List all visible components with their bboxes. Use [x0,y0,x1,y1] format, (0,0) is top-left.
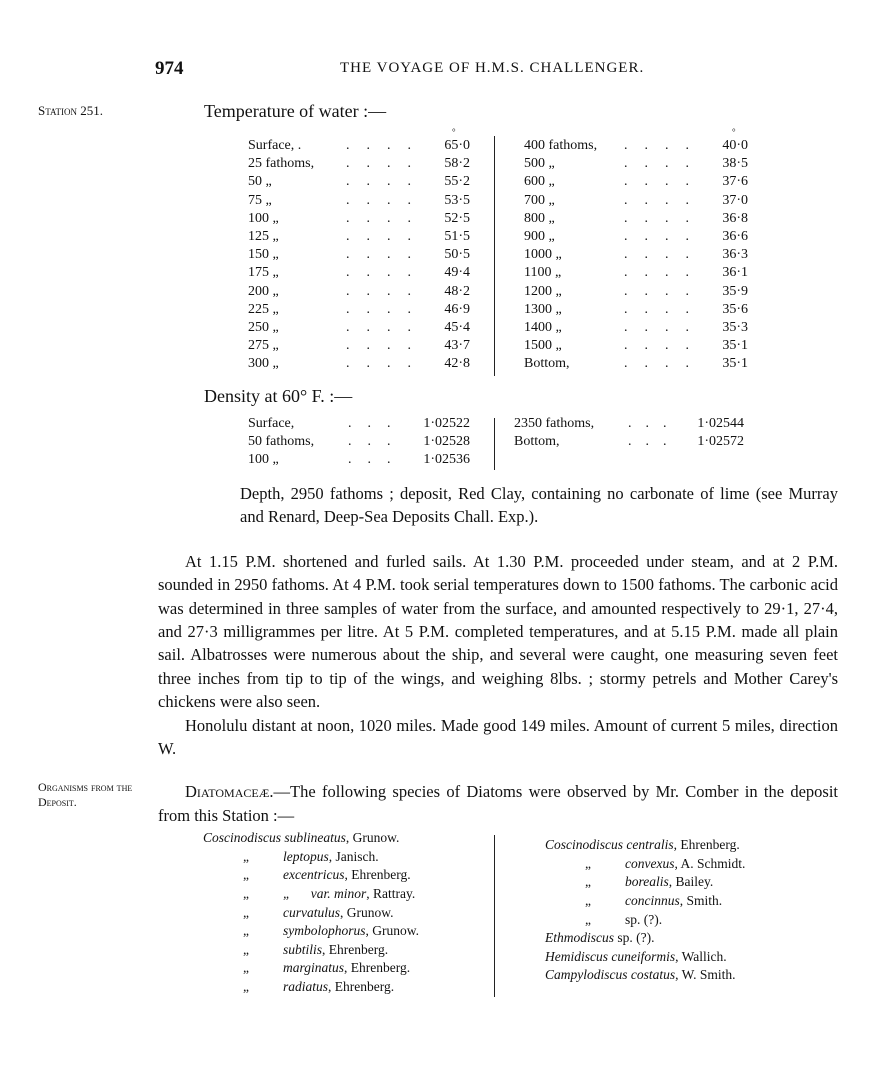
diatom-intro-text: —The following species of Diatoms were observed by Mr. Comber in the deposit from this Station :— [158,782,838,825]
species-entry [545,836,740,854]
column-divider [494,136,495,376]
row-value: 1·02522 [423,416,470,431]
ditto-mark: „ [243,923,249,939]
table-row [248,137,470,155]
row-value: 58·2 [444,156,470,172]
table-row [248,319,470,337]
ditto-mark: „ [243,886,249,902]
ditto-mark: „ [585,893,591,909]
table-row [248,264,470,282]
ditto-mark: „ [243,867,249,883]
species-authority: , Grunow. [345,830,400,846]
row-label: 300 „ [248,356,279,372]
species-text [283,959,410,977]
table-row [524,246,748,264]
temperature-heading: Temperature of water :— [204,101,387,121]
species-text [283,866,411,884]
row-value: 36·6 [722,229,748,244]
density-heading: Density at 60° F. :— [204,386,353,406]
species-entry [545,948,727,966]
ditto-mark: „ [585,911,591,927]
leader-dots: .... [624,283,706,299]
table-row [524,301,748,319]
table-row [248,228,470,246]
organisms-margin-label: Organisms from the Deposit. [38,780,133,810]
table-row [248,192,470,210]
leader-dots: .... [624,320,706,335]
row-label: 125 „ [248,229,279,244]
table-row [248,451,470,469]
diatom-lists [158,829,838,1001]
row-value: 53·5 [444,192,470,208]
species-authority: sp. (?). [614,930,655,946]
species-text [283,885,415,903]
row-value: 36·8 [722,210,748,226]
leader-dots: .... [624,192,706,208]
row-value: 36·1 [722,265,748,281]
species-authority: , Bailey. [668,874,714,890]
species-name: Coscinodiscus sublineatus [203,830,346,846]
row-value: 50·5 [444,247,470,263]
leader-dots: .... [624,356,706,372]
table-row [514,433,744,451]
row-value: 65·0 [444,138,470,153]
row-label: 1300 „ [524,301,562,317]
row-value: 37·0 [722,192,748,208]
species-name: Hemidiscus cuneiformis [545,948,676,964]
ditto-mark: „ [585,855,591,871]
running-title: THE VOYAGE OF H.M.S. CHALLENGER. [340,60,645,76]
row-value: 35·1 [722,338,748,354]
table-row [524,337,748,355]
row-value: 43·7 [444,338,470,354]
depth-note: Depth, 2950 fathoms ; deposit, Red Clay, containing no carbonate of lime (see Murray and Renard, Deep-Sea Deposits Chall. Exp.). [240,484,838,527]
row-label: 900 „ [524,229,555,244]
row-label: 1400 „ [524,320,562,335]
row-label: 100 „ [248,452,279,468]
table-row [514,415,744,433]
species-authority: , Janisch. [328,848,379,864]
table-row [524,319,748,337]
row-label: 1000 „ [524,247,562,263]
row-value: 42·8 [444,356,470,372]
page-number: 974 [155,58,184,79]
paragraph [158,550,838,714]
species-text [283,941,388,959]
species-authority: , Ehrenberg. [328,979,395,995]
leader-dots: ... [348,434,407,450]
table-row [524,137,748,155]
species-name: symbolophorus [283,923,366,939]
species-text [283,848,379,866]
species-name: radiatus [283,979,329,995]
species-name: subtilis [283,941,323,957]
station-label: Station 251. [38,103,104,118]
row-value: 49·4 [444,265,470,281]
species-name: Campylodiscus costatus [545,967,676,983]
species-name: Ethmodiscus [545,930,614,946]
row-value: 1·02536 [423,452,470,468]
leader-dots: .... [346,156,428,172]
row-label: 75 „ [248,192,272,208]
species-name: „ var. minor [283,886,367,902]
table-row [248,415,470,433]
species-authority: , Ehrenberg. [673,837,740,853]
ditto-mark: „ [585,874,591,890]
table-row [248,337,470,355]
species-name: excentricus [283,867,345,883]
table-row [524,192,748,210]
leader-dots: .... [624,265,706,281]
species-authority: , Wallich. [675,948,727,964]
species-authority: , Smith. [679,893,723,909]
leader-dots: .... [346,229,428,244]
species-text [625,911,662,929]
row-label: 150 „ [248,247,279,263]
row-value: 45·4 [444,320,470,335]
leader-dots: .... [346,210,428,226]
species-text [625,855,745,873]
leader-dots: ... [348,452,407,468]
row-label: 100 „ [248,210,279,226]
species-entry [203,829,399,847]
row-label: 175 „ [248,265,279,281]
species-authority: , Grunow. [365,923,420,939]
row-value: 35·9 [722,283,748,299]
row-label: Surface, [248,416,295,431]
row-label: 1200 „ [524,283,562,299]
row-label: 275 „ [248,338,279,354]
species-authority: , Ehrenberg. [344,960,411,976]
row-label: 50 fathoms, [248,434,315,450]
leader-dots: .... [624,338,706,354]
table-row [524,155,748,173]
row-value: 52·5 [444,210,470,226]
species-entry [545,966,736,984]
paragraph [158,714,838,761]
leader-dots: ... [628,416,681,431]
species-name: Coscinodiscus centralis [545,837,674,853]
row-label: Surface, . [248,138,302,153]
row-label: 700 „ [524,192,555,208]
species-authority: sp. (?). [625,911,663,927]
ditto-mark: „ [243,904,249,920]
ditto-mark: „ [243,941,249,957]
table-row [248,246,470,264]
row-value: 46·9 [444,301,470,317]
leader-dots: .... [346,265,428,281]
row-value: 1·02528 [423,434,470,450]
leader-dots: .... [346,320,428,335]
column-divider [494,418,495,470]
table-row [248,355,470,373]
row-label: 1500 „ [524,338,562,354]
leader-dots: .... [346,356,428,372]
species-text [283,922,419,940]
row-label: 800 „ [524,210,555,226]
table-row [248,283,470,301]
leader-dots: .... [346,138,428,153]
column-divider [494,835,495,997]
row-label: Bottom, [514,434,560,450]
row-label: 50 „ [248,174,272,190]
degree-mark: ° [732,127,736,137]
row-label: 400 fathoms, [524,138,598,153]
row-label: Bottom, [524,356,570,372]
row-value: 51·5 [444,229,470,244]
row-value: 35·1 [722,356,748,372]
text-flow [38,482,838,1001]
species-authority: , Ehrenberg. [344,867,411,883]
table-row [524,355,748,373]
species-name: curvatulus [283,904,340,920]
leader-dots: .... [624,247,706,263]
species-name: marginatus [283,960,345,976]
species-name: convexus [625,855,675,871]
leader-dots: .... [346,338,428,354]
species-name: concinnus [625,893,680,909]
organisms-section [38,780,838,1001]
table-row [524,210,748,228]
row-value: 40·0 [722,138,748,153]
table-row [524,228,748,246]
row-value: 55·2 [444,174,470,190]
table-row [524,173,748,191]
species-authority: , Grunow. [340,904,394,920]
row-label: 250 „ [248,320,279,335]
species-name: leptopus [283,848,329,864]
diatom-intro [158,780,838,827]
leader-dots: .... [346,283,428,299]
row-label: 500 „ [524,156,555,172]
species-text [283,978,394,996]
ditto-mark: „ [243,960,249,976]
species-authority: , Ehrenberg. [322,941,389,957]
leader-dots: .... [624,174,706,190]
degree-mark: ° [452,127,456,137]
species-text [283,904,394,922]
species-text [625,892,722,910]
row-label: 25 fathoms, [248,156,315,172]
leader-dots: ... [348,416,407,431]
ditto-mark: „ [243,848,249,864]
leader-dots: .... [624,138,706,153]
species-text [625,873,713,891]
species-name: borealis [625,874,669,890]
row-value: 1·02544 [697,416,744,431]
row-value: 37·6 [722,174,748,190]
table-row [248,301,470,319]
leader-dots: ... [628,434,681,450]
species-entry [545,929,655,947]
species-authority: , A. Schmidt. [674,855,746,871]
row-value: 38·5 [722,156,748,172]
row-value: 36·3 [722,247,748,263]
paragraph-text: At 1.15 P.M. shortened and furled sails. At 1.30 P.M. proceeded under steam, and at 2 P.M. sounded in 2950 fathoms. At 4 P.M. took serial temperatures down to 1500 fathoms. The carbonic acid was determined in three samples of water from the surface, and amounted respectively to 29·1, 27·4, and 27·3 milligrammes per litre. At 5 P.M. completed temperatures, and at 5.15 P.M. made all plain sail. Albatrosses were numerous about the ship, and several were caught, one measuring seven feet three inches from tip to tip of the wings, and weighing 8lbs. ; stormy petrels and Mother Carey's chickens were also seen. [158,551,838,712]
leader-dots: .... [624,210,706,226]
table-row [248,210,470,228]
leader-dots: .... [346,192,428,208]
diatom-title: Diatomaceæ. [185,782,274,802]
table-row [248,433,470,451]
species-authority: , Rattray. [366,886,416,902]
leader-dots: .... [624,301,706,317]
leader-dots: .... [624,229,706,244]
row-value: 35·3 [722,320,748,335]
row-value: 48·2 [444,283,470,299]
species-authority: , W. Smith. [675,967,736,983]
row-label: 600 „ [524,174,555,190]
row-label: 2350 fathoms, [514,416,595,431]
leader-dots: .... [346,301,428,317]
table-row [248,173,470,191]
table-row [248,155,470,173]
row-value: 1·02572 [697,434,744,450]
row-label: 200 „ [248,283,279,299]
table-row [524,264,748,282]
table-row [524,283,748,301]
leader-dots: .... [346,174,428,190]
row-value: 35·6 [722,301,748,317]
leader-dots: .... [624,156,706,172]
leader-dots: .... [346,247,428,263]
paragraph-text: Honolulu distant at noon, 1020 miles. Made good 149 miles. Amount of current 5 miles, direction W. [158,715,838,759]
row-label: 225 „ [248,301,279,317]
ditto-mark: „ [243,979,249,995]
row-label: 1100 „ [524,265,562,281]
